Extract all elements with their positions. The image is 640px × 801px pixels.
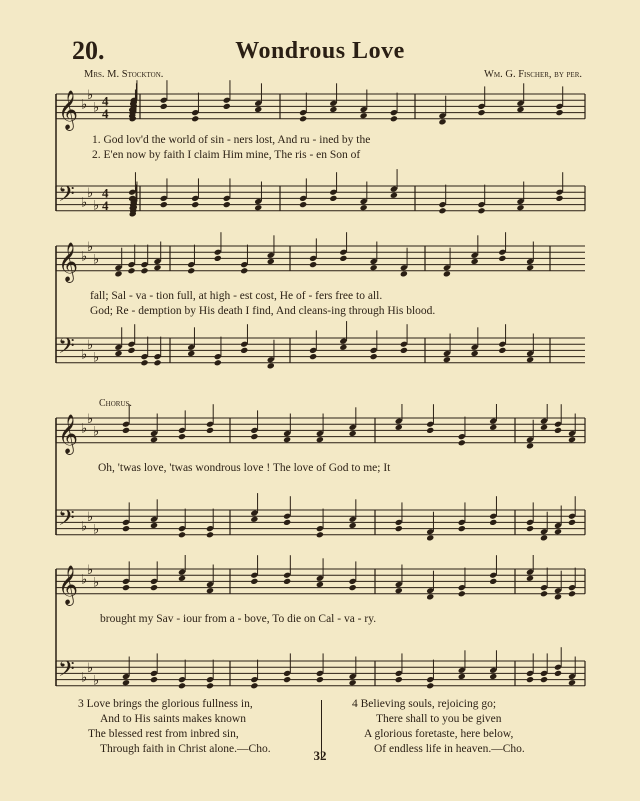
flat-icon: ♭	[93, 672, 100, 688]
flat-icon: ♭	[81, 420, 88, 436]
note-head	[438, 207, 446, 214]
chorus-label: Chorus.	[99, 398, 132, 409]
note-head	[526, 575, 534, 582]
flat-icon: ♭	[87, 337, 94, 353]
note-head	[114, 270, 122, 277]
note-head	[360, 204, 368, 211]
verse-4-line-3: A glorious foretaste, here below,	[364, 728, 514, 740]
note-head	[214, 255, 222, 262]
note-head	[283, 436, 291, 443]
note-head	[349, 522, 357, 529]
note-head	[160, 103, 168, 110]
note-head	[554, 593, 562, 600]
flat-icon: ♭	[93, 521, 100, 537]
time-signature-bottom: 4	[102, 105, 109, 121]
note-head	[316, 531, 324, 538]
treble-clef-icon: 𝄞	[58, 91, 79, 129]
note-head	[554, 670, 562, 677]
verse-4-line-4: Of endless life in heaven.—Cho.	[374, 743, 525, 755]
note-head	[400, 270, 408, 277]
note-head	[443, 356, 451, 363]
note-head	[316, 581, 324, 588]
note-head	[267, 258, 275, 265]
bass-clef-icon: 𝄢	[58, 333, 75, 363]
bass-clef-icon: 𝄢	[58, 505, 75, 535]
note-head	[283, 578, 291, 585]
note-head	[178, 531, 186, 538]
note-head	[206, 682, 214, 689]
note-head	[240, 347, 248, 354]
note-head	[540, 676, 548, 683]
note-head	[127, 347, 135, 354]
lyric-line-1-1: 1. God lov'd the world of sin - ners lost, And ru - ined by the	[92, 134, 371, 146]
note-head	[426, 534, 434, 541]
flat-icon: ♭	[81, 194, 88, 210]
lyric-line-4-1: brought my Sav - iour from a - bove, To die on Cal - va - ry.	[100, 613, 377, 625]
lyric-line-2-2: God; Re - demption by His death I find, And cleans-ing through His blood.	[90, 305, 436, 317]
note-head	[187, 267, 195, 274]
note-head	[122, 525, 130, 532]
flat-icon: ♭	[81, 571, 88, 587]
note-head	[160, 201, 168, 208]
flat-icon: ♭	[87, 660, 94, 676]
note-head	[395, 587, 403, 594]
note-head	[299, 201, 307, 208]
verse-3-line-2: And to His saints makes known	[100, 713, 246, 725]
note-head	[178, 575, 186, 582]
note-head	[206, 531, 214, 538]
note-head	[516, 106, 524, 113]
treble-clef-icon: 𝄞	[58, 243, 79, 281]
note-head	[150, 676, 158, 683]
note-head	[390, 192, 398, 199]
note-head	[370, 353, 378, 360]
note-head	[390, 115, 398, 122]
note-head	[489, 578, 497, 585]
note-head	[339, 255, 347, 262]
note-head	[206, 587, 214, 594]
flat-icon: ♭	[87, 509, 94, 525]
verse-3-line-4: Through faith in Christ alone.—Cho.	[100, 743, 271, 755]
note-head	[458, 525, 466, 532]
note-head	[309, 353, 317, 360]
note-head	[516, 204, 524, 211]
note-head	[316, 676, 324, 683]
flat-icon: ♭	[93, 574, 100, 590]
flat-icon: ♭	[93, 423, 100, 439]
note-head	[443, 270, 451, 277]
note-head	[250, 433, 258, 440]
note-head	[395, 424, 403, 431]
flat-icon: ♭	[87, 239, 94, 254]
flat-icon: ♭	[87, 185, 94, 201]
flat-icon: ♭	[81, 518, 88, 534]
note-head	[489, 424, 497, 431]
note-head	[299, 115, 307, 122]
note-head	[568, 590, 576, 597]
note-head	[568, 519, 576, 526]
note-head	[283, 676, 291, 683]
note-head	[477, 109, 485, 116]
note-head	[178, 682, 186, 689]
hymn-title: Wondrous Love	[235, 38, 405, 64]
note-head	[489, 519, 497, 526]
note-head	[254, 204, 262, 211]
treble-clef-icon: 𝄞	[58, 415, 79, 453]
note-head	[555, 109, 563, 116]
flat-icon: ♭	[87, 562, 94, 577]
bass-clef-icon: 𝄢	[58, 181, 75, 211]
note-head	[283, 519, 291, 526]
note-head	[458, 673, 466, 680]
note-head	[223, 103, 231, 110]
time-signature-top: 4	[102, 185, 109, 201]
verse-4-line-1: 4 Believing souls, rejoicing go;	[352, 698, 497, 710]
note-head	[127, 267, 135, 274]
flat-icon: ♭	[87, 411, 94, 426]
note-head	[477, 207, 485, 214]
note-head	[250, 578, 258, 585]
note-head	[554, 528, 562, 535]
note-head	[526, 264, 534, 271]
lyric-line-2-1: fall; Sal - va - tion full, at high - est cost, He of - fers free to all.	[90, 290, 383, 302]
note-head	[191, 201, 199, 208]
note-head	[498, 347, 506, 354]
note-head	[214, 359, 222, 366]
note-head	[360, 112, 368, 119]
note-head	[400, 347, 408, 354]
note-head	[240, 267, 248, 274]
flat-icon: ♭	[81, 248, 88, 264]
note-head	[540, 424, 548, 431]
note-head	[526, 676, 534, 683]
flat-icon: ♭	[93, 251, 100, 267]
note-head	[122, 679, 130, 686]
flat-icon: ♭	[93, 99, 100, 115]
note-head	[191, 115, 199, 122]
note-head	[426, 682, 434, 689]
lyricist-credit: Mrs. M. Stockton.	[84, 69, 164, 80]
note-head	[438, 118, 446, 125]
note-head	[206, 427, 214, 434]
note-head	[349, 584, 357, 591]
note-head	[150, 522, 158, 529]
note-head	[426, 427, 434, 434]
note-head	[267, 362, 275, 369]
note-head	[426, 593, 434, 600]
note-head	[540, 534, 548, 541]
note-head	[250, 682, 258, 689]
bass-clef-icon: 𝄢	[58, 656, 75, 686]
lyric-line-3-1: Oh, 'twas love, 'twas wondrous love ! The love of God to me; It	[98, 462, 391, 474]
music-system-3	[0, 404, 640, 554]
note-head	[349, 430, 357, 437]
note-head	[150, 436, 158, 443]
note-head	[458, 439, 466, 446]
note-head	[150, 584, 158, 591]
note-head	[309, 261, 317, 268]
note-head	[114, 350, 122, 357]
note-head	[122, 584, 130, 591]
note-head	[458, 590, 466, 597]
hymn-number: 20.	[72, 36, 105, 65]
note-head	[223, 201, 231, 208]
lyric-line-1-2: 2. E'en now by faith I claim Him mine, The ris - en Son of	[92, 149, 361, 161]
note-head	[568, 679, 576, 686]
note-head	[140, 267, 148, 274]
note-head	[395, 525, 403, 532]
note-head	[568, 436, 576, 443]
note-head	[339, 344, 347, 351]
time-signature-top: 4	[102, 93, 109, 109]
note-head	[250, 516, 258, 523]
note-head	[370, 264, 378, 271]
note-head	[349, 679, 357, 686]
note-head	[140, 359, 148, 366]
note-head	[471, 350, 479, 357]
note-head	[395, 676, 403, 683]
note-head	[153, 359, 161, 366]
note-head	[540, 590, 548, 597]
time-signature-bottom: 4	[102, 197, 109, 213]
page-number: 32	[313, 748, 327, 763]
flat-icon: ♭	[81, 346, 88, 362]
note-head	[316, 436, 324, 443]
note-head	[555, 195, 563, 202]
note-head	[498, 255, 506, 262]
verse-3-line-1: 3 Love brings the glorious fullness in,	[78, 698, 253, 710]
music-system-4	[0, 555, 640, 705]
note-head	[554, 427, 562, 434]
note-head	[122, 427, 130, 434]
note-head	[329, 106, 337, 113]
note-head	[471, 258, 479, 265]
note-head	[178, 433, 186, 440]
note-head	[489, 673, 497, 680]
flat-icon: ♭	[87, 87, 94, 102]
note-head	[153, 264, 161, 271]
note-head	[187, 350, 195, 357]
flat-icon: ♭	[93, 349, 100, 365]
treble-clef-icon: 𝄞	[58, 566, 79, 604]
flat-icon: ♭	[93, 197, 100, 213]
note-head	[526, 356, 534, 363]
verse-3-line-3: The blessed rest from inbred sin,	[88, 728, 239, 740]
flat-icon: ♭	[81, 669, 88, 685]
note-head	[526, 442, 534, 449]
note-head	[526, 525, 534, 532]
note-head	[329, 195, 337, 202]
flat-icon: ♭	[81, 96, 88, 112]
verse-4-line-2: There shall to you be given	[376, 713, 502, 725]
composer-credit: Wm. G. Fischer, by per.	[483, 69, 582, 80]
note-head	[254, 106, 262, 113]
